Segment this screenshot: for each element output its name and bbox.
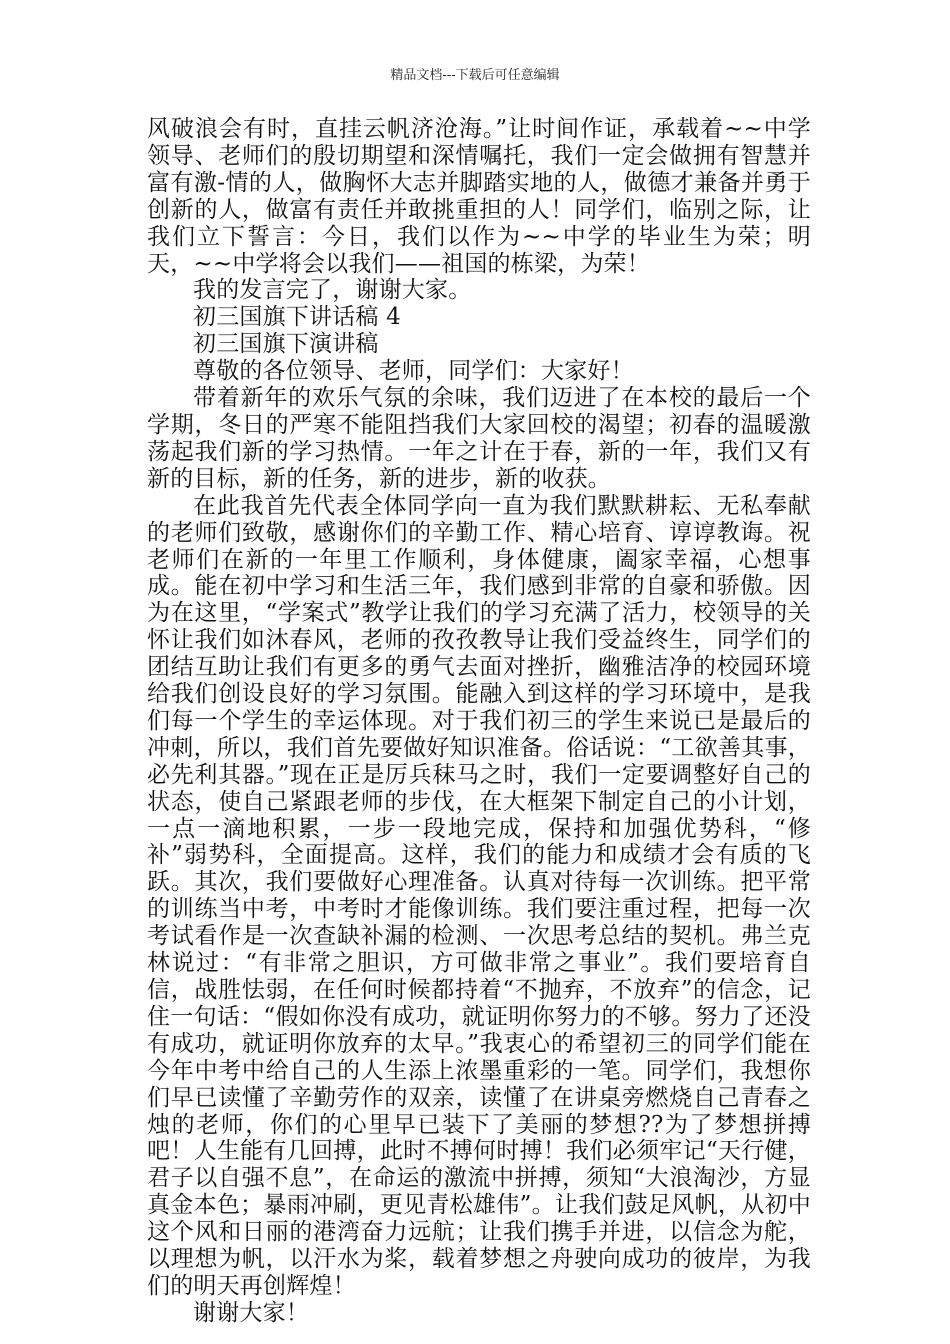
paragraph-8: 谢谢大家！ <box>193 1299 309 1326</box>
paragraph-4: 初三国旗下演讲稿 <box>193 331 379 358</box>
page-header: 精品文档---下载后可任意编辑 <box>390 68 560 83</box>
paragraph-3: 初三国旗下讲话稿 4 <box>193 304 401 331</box>
paragraph-7: 在此我首先代表全体同学向一直为我们默默耕耘、无私奉献的老师们致敬，感谢你们的辛勤工作、精心培育、谆谆教诲。祝老师们在新的一年里工作顺利，身体健康，阖家幸福，心想事成。能在初中学习和生活三年，我们感到非常的自豪和骄傲。因为在这里，“学案式”教学让我们的学习充满了活力，校领导的关怀让我们如沐春风，老师的孜孜教导让我们受益终生，同学们的团结互助让我们有更多的勇气去面对挫折，幽雅洁净的校园环境给我们创设良好的学习氛围。能融入到这样的学习环境中，是我们每一个学生的幸运体现。对于我们初三的学生来说已是最后的冲刺，所以，我们首先要做好知识准备。俗话说：“工欲善其事，必先利其器。”现在正是厉兵秣马之时，我们一定要调整好自己的状态，使自己紧跟老师的步伐，在大框架下制定自己的小计划，一点一滴地积累，一步一段地完成，保持和加强优势科，“修补”弱势科，全面提高。这样，我们的能力和成绩才会有质的飞跃。其次，我们要做好心理准备。认真对待每一次训练。把平常的训练当中考，中考时才能像训练。我们要注重过程，把每一次考试看作是一次查缺补漏的检测、一次思考总结的契机。弗兰克林说过：“有非常之胆识，方可做非常之事业”。我们要培育自信，战胜怯弱，在任何时候都持着“不抛弃，不放弃”的信念，记住一句话：“假如你没有成功，就证明你努力的不够。努力了还没有成功，就证明你放弃的太早。”我衷心的希望初三的同学们能在今年中考中给自己的人生添上浓墨重彩的一笔。同学们，我想你们早已读懂了辛勤劳作的双亲，读懂了在讲桌旁燃烧自己青春之烛的老师，你们的心里早已装下了美丽的梦想??为了梦想拼搏吧！人生能有几回搏，此时不搏何时搏！我们必须牢记“天行健，君子以自强不息”，在命运的激流中拼搏，须知“大浪淘沙，方显真金本色；暴雨冲刷，更见青松雄伟”。让我们鼓足风帆，从初中这个风和日丽的港湾奋力远航；让我们携手并进，以信念为舵，以理想为帆，以汗水为桨，载着梦想之舟驶向成功的彼岸，为我们的明天再创辉煌！ <box>147 492 811 1299</box>
paragraph-2: 我的发言完了，谢谢大家。 <box>193 277 472 304</box>
document-body <box>147 116 811 1327</box>
paragraph-6: 带着新年的欢乐气氛的余味，我们迈进了在本校的最后一个学期，冬日的严寒不能阻挡我们大家回校的渴望；初春的温暖激荡起我们新的学习热情。一年之计在于春，新的一年，我们又有新的目标，新的任务，新的进步，新的收获。 <box>147 385 811 492</box>
paragraph-1: 风破浪会有时，直挂云帆济沧海。”让时间作证，承载着~~中学领导、老师们的殷切期望和深情嘱托，我们一定会做拥有智慧并富有激-情的人，做胸怀大志并脚踏实地的人，做德才兼备并勇于创新的人，做富有责任并敢挑重担的人！同学们，临别之际，让我们立下誓言：今日，我们以作为~~中学的毕业生为荣；明天，~~中学将会以我们——祖国的栋梁，为荣！ <box>147 116 811 277</box>
paragraph-5: 尊敬的各位领导、老师，同学们：大家好！ <box>193 358 634 385</box>
